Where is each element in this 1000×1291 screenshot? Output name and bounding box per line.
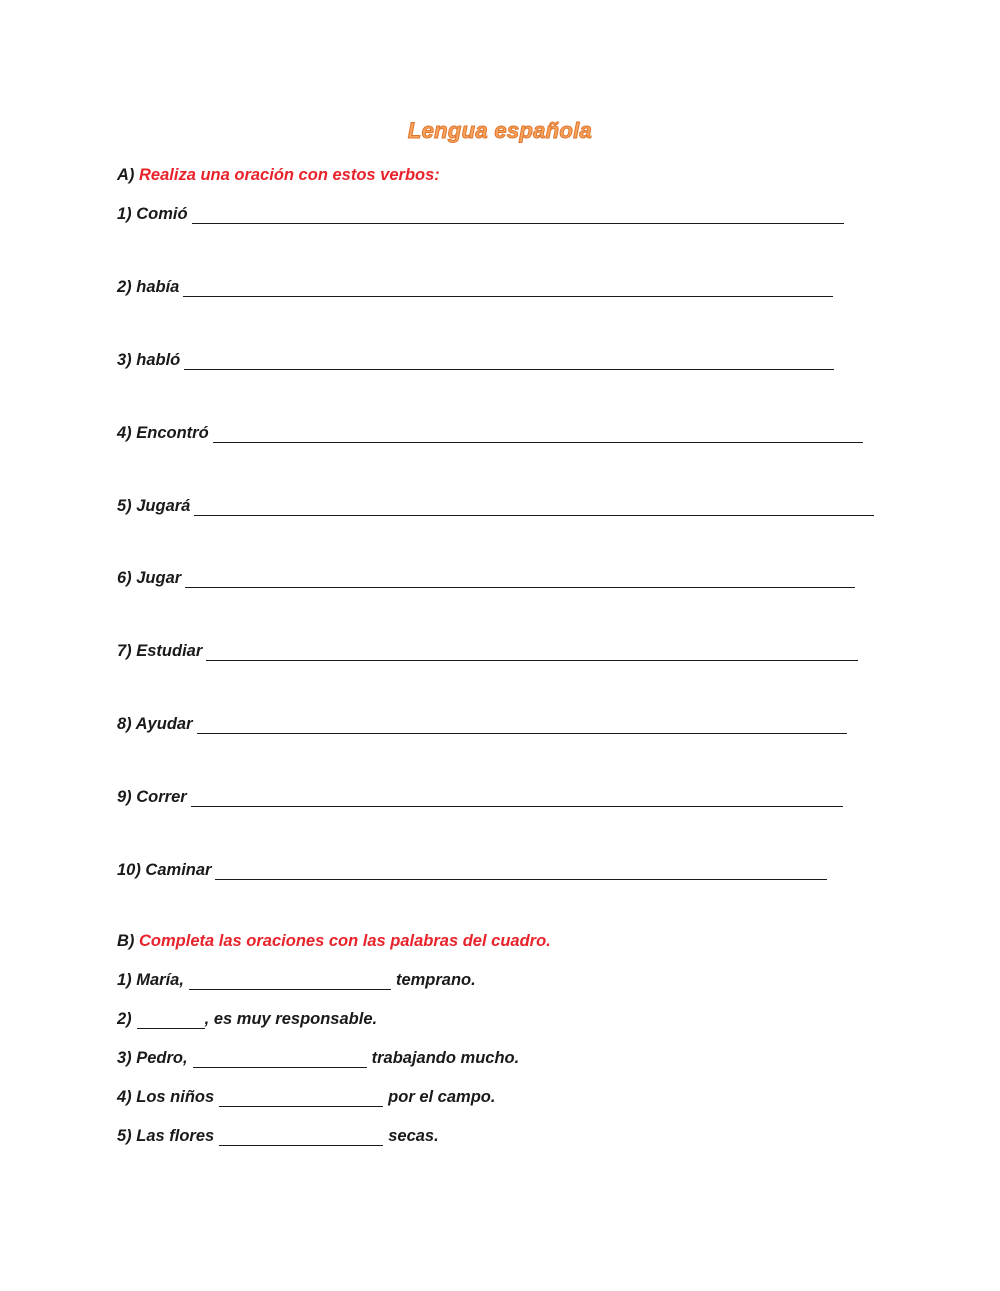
sentence-start: 4) Los niños <box>117 1088 215 1106</box>
section-a-item-label: 6) Jugar <box>117 569 182 587</box>
answer-line[interactable] <box>191 790 843 807</box>
section-a-item-label: 9) Correr <box>117 788 187 806</box>
fill-blank[interactable] <box>219 1090 383 1107</box>
answer-line[interactable] <box>192 207 844 224</box>
section-a-item-label: 2) había <box>117 278 180 296</box>
sentence-start: 5) Las flores <box>117 1127 215 1145</box>
section-b-item-1 <box>117 971 476 990</box>
section-b-item-3 <box>117 1049 519 1068</box>
answer-line[interactable] <box>197 717 847 734</box>
section-b-item-5 <box>117 1127 439 1146</box>
section-b-letter: B) <box>117 932 135 950</box>
sentence-end: secas. <box>388 1127 439 1145</box>
section-a-item-label: 8) Ayudar <box>117 715 193 733</box>
section-a-item-3 <box>117 351 834 370</box>
section-a-item-label: 4) Encontró <box>117 424 209 442</box>
sentence-end: por el campo. <box>388 1088 496 1106</box>
section-a-item-10 <box>117 861 827 880</box>
section-b-item-4 <box>117 1088 495 1107</box>
section-a-item-1 <box>117 205 844 224</box>
section-b-instruction: Completa las oraciones con las palabras del cuadro. <box>139 932 551 950</box>
sentence-end: trabajando mucho. <box>371 1049 520 1067</box>
answer-line[interactable] <box>184 353 834 370</box>
section-a-item-9 <box>117 788 843 807</box>
section-a-item-4 <box>117 424 863 443</box>
section-a-item-label: 1) Comió <box>117 205 188 223</box>
answer-line[interactable] <box>213 426 863 443</box>
sentence-start: 2) <box>117 1010 132 1028</box>
section-a-letter: A) <box>117 166 135 184</box>
worksheet-title: Lengua española <box>407 118 593 143</box>
answer-line[interactable] <box>194 499 874 516</box>
section-a-item-label: 10) Caminar <box>117 861 212 879</box>
section-b-item-2 <box>117 1010 377 1029</box>
section-b-heading <box>117 932 551 951</box>
sentence-start: 3) Pedro, <box>117 1049 188 1067</box>
section-a-item-label: 7) Estudiar <box>117 642 203 660</box>
sentence-start: 1) María, <box>117 971 184 989</box>
sentence-end: temprano. <box>395 971 476 989</box>
section-a-item-7 <box>117 642 858 661</box>
section-a-item-label: 5) Jugará <box>117 497 191 515</box>
section-a-item-2 <box>117 278 833 297</box>
fill-blank[interactable] <box>137 1012 205 1029</box>
fill-blank[interactable] <box>189 973 391 990</box>
section-a-item-6 <box>117 569 855 588</box>
answer-line[interactable] <box>185 571 855 588</box>
section-a-heading <box>117 166 440 185</box>
answer-line[interactable] <box>206 644 858 661</box>
section-a-instruction: Realiza una oración con estos verbos: <box>139 166 440 184</box>
answer-line[interactable] <box>183 280 833 297</box>
answer-line[interactable] <box>215 863 827 880</box>
sentence-end: , es muy responsable. <box>204 1010 378 1028</box>
section-a-item-label: 3) habló <box>117 351 181 369</box>
section-a-item-8 <box>117 715 847 734</box>
fill-blank[interactable] <box>219 1129 383 1146</box>
fill-blank[interactable] <box>193 1051 367 1068</box>
section-a-item-5 <box>117 497 874 516</box>
